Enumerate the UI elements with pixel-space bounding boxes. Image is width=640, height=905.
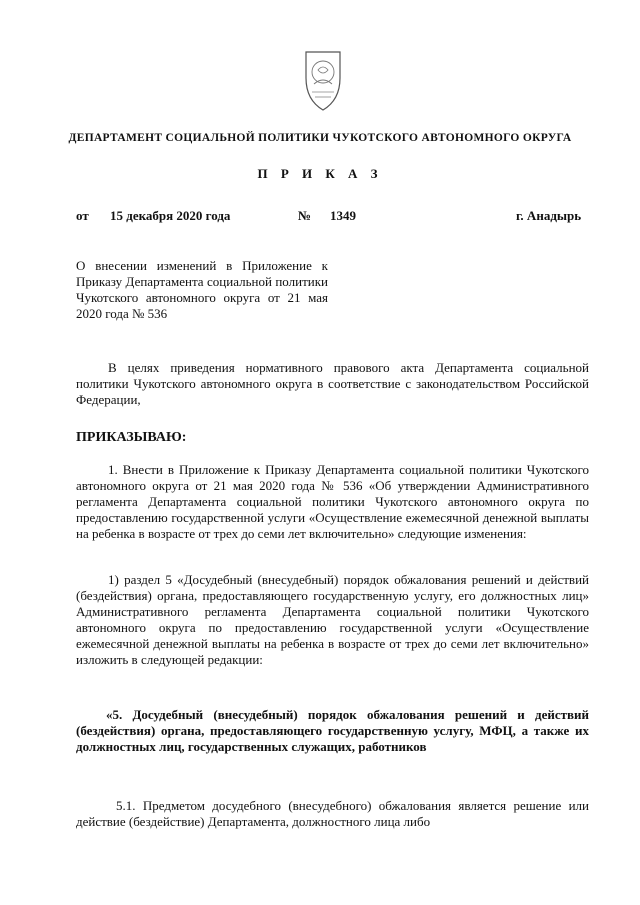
order-number: 1349 — [330, 208, 356, 223]
section-5-title: «5. Досудебный (внесудебный) порядок обжалования решений и действий (бездействия) органа, предоставляющего государственную услугу, МФЦ, а также их должностных лиц, государственных служащих, работников — [76, 707, 589, 754]
item-1-1-paragraph: 1) раздел 5 «Досудебный (внесудебный) порядок обжалования решений и действий (бездействия) органа, предоставляющего государственную услугу, его должностных лиц» Административного регламента Департамента социальной политики Чукотского автономного округа по предоставлению государственной услуги «Осуществление ежемесячной денежной выплаты на ребенка в возрасте от трех до семи лет включительно» изложить в следующей редакции: — [76, 572, 589, 667]
date-from-label: от — [76, 208, 89, 223]
coat-of-arms-emblem — [302, 48, 344, 114]
preamble-paragraph: В целях приведения нормативного правового акта Департамента социальной политики Чукотского автономного округа в соответствие с законодательством Российской Федерации, — [76, 360, 589, 407]
order-place: г. Анадырь — [516, 208, 582, 223]
item-1-paragraph: 1. Внести в Приложение к Приказу Департамента социальной политики Чукотского автономного округа от 21 мая 2020 года № 536 «Об утверждении Административного регламента Департамента социальной политики Чукотского автономного округа по предоставлению государственной услуги «Осуществление ежемесячной денежной выплаты на ребенка в возрасте от трех до семи лет включительно» следующие изменения: — [76, 462, 589, 541]
directive-heading: ПРИКАЗЫВАЮ: — [76, 430, 187, 445]
item-5-1-paragraph: 5.1. Предметом досудебного (внесудебного) обжалования является решение или действие (бездействие) Департамента, должностного лица либо — [76, 798, 589, 829]
order-subject: О внесении изменений в Приложение к Приказу Департамента социальной политики Чукотского автономного округа от 21 мая 2020 года № 536 — [76, 258, 328, 321]
order-date: 15 декабря 2020 года — [110, 208, 231, 223]
order-title: П Р И К А З — [257, 166, 383, 181]
department-title: ДЕПАРТАМЕНТ СОЦИАЛЬНОЙ ПОЛИТИКИ ЧУКОТСКОГО АВТОНОМНОГО ОКРУГА — [68, 132, 572, 144]
order-number-label: № — [298, 208, 312, 223]
